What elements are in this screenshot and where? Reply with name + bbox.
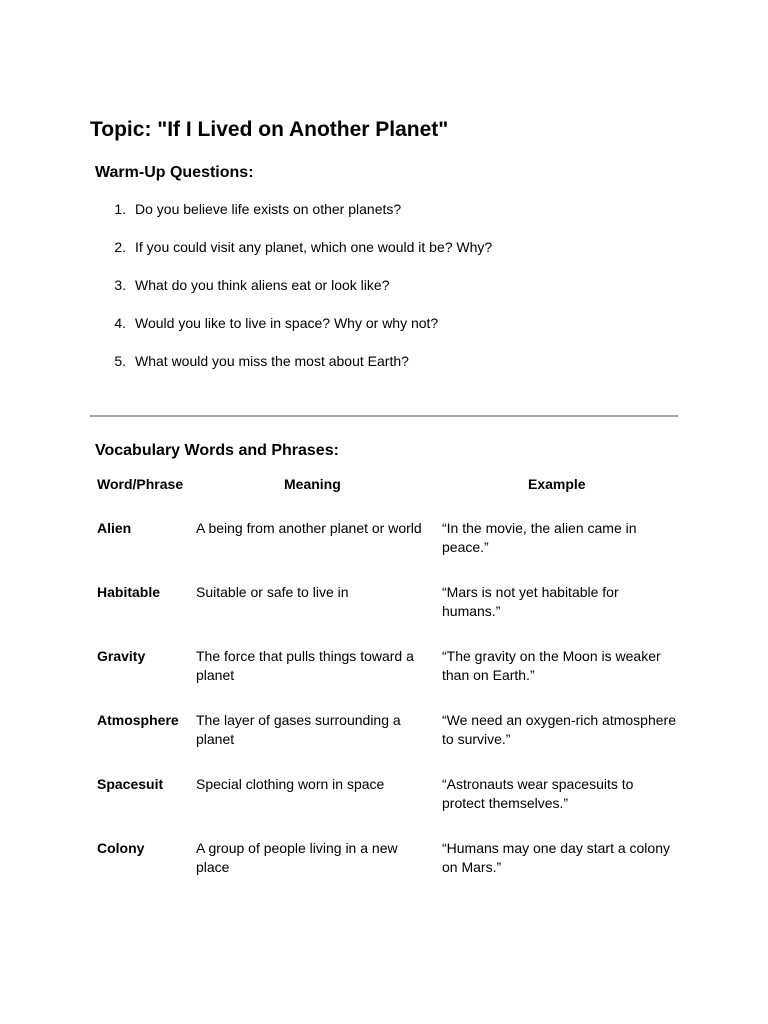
page-title: Topic: "If I Lived on Another Planet" (90, 118, 449, 141)
vocabulary-table (0, 519, 768, 903)
vocab-word: Habitable (97, 584, 161, 600)
vocab-example: “In the movie, the alien came in peace.” (442, 520, 637, 555)
vocab-meaning: The force that pulls things toward a planet (196, 648, 414, 683)
vocab-example: “The gravity on the Moon is weaker than on Earth.” (442, 648, 661, 683)
vocab-meaning: Special clothing worn in space (196, 776, 385, 792)
question-number: 1. (114, 201, 126, 217)
vocabulary-row (0, 711, 768, 775)
question-text: Would you like to live in space? Why or why not? (135, 315, 439, 331)
column-header-meaning: Meaning (284, 476, 341, 492)
vocab-example: “We need an oxygen-rich atmosphere to survive.” (442, 712, 676, 747)
question-text: If you could visit any planet, which one would it be? Why? (135, 239, 493, 255)
section-divider (90, 415, 678, 417)
vocab-example: “Astronauts wear spacesuits to protect themselves.” (442, 776, 634, 811)
vocab-word: Colony (97, 840, 145, 856)
vocabulary-row (0, 775, 768, 839)
vocabulary-row (0, 519, 768, 583)
vocabulary-heading: Vocabulary Words and Phrases: (95, 442, 339, 459)
vocab-meaning: A being from another planet or world (196, 520, 422, 536)
vocab-word: Alien (97, 520, 132, 536)
vocab-example: “Humans may one day start a colony on Mars.” (442, 840, 670, 875)
question-number: 5. (114, 353, 126, 369)
vocab-example: “Mars is not yet habitable for humans.” (442, 584, 619, 619)
question-number: 2. (114, 239, 126, 255)
vocab-meaning: The layer of gases surrounding a planet (196, 712, 401, 747)
question-text: Do you believe life exists on other planets? (135, 201, 402, 217)
vocabulary-row (0, 583, 768, 647)
question-text: What would you miss the most about Earth? (135, 353, 409, 369)
question-number: 3. (114, 277, 126, 293)
vocabulary-row (0, 647, 768, 711)
question-number: 4. (114, 315, 126, 331)
question-text: What do you think aliens eat or look like? (135, 277, 390, 293)
column-header-example: Example (528, 476, 586, 492)
vocab-word: Gravity (97, 648, 146, 664)
vocab-meaning: Suitable or safe to live in (196, 584, 349, 600)
column-header-word: Word/Phrase (97, 476, 184, 492)
vocab-word: Atmosphere (97, 712, 179, 728)
vocabulary-row (0, 839, 768, 903)
vocab-word: Spacesuit (97, 776, 164, 792)
vocab-meaning: A group of people living in a new place (196, 840, 398, 875)
warmup-heading: Warm-Up Questions: (95, 164, 254, 181)
